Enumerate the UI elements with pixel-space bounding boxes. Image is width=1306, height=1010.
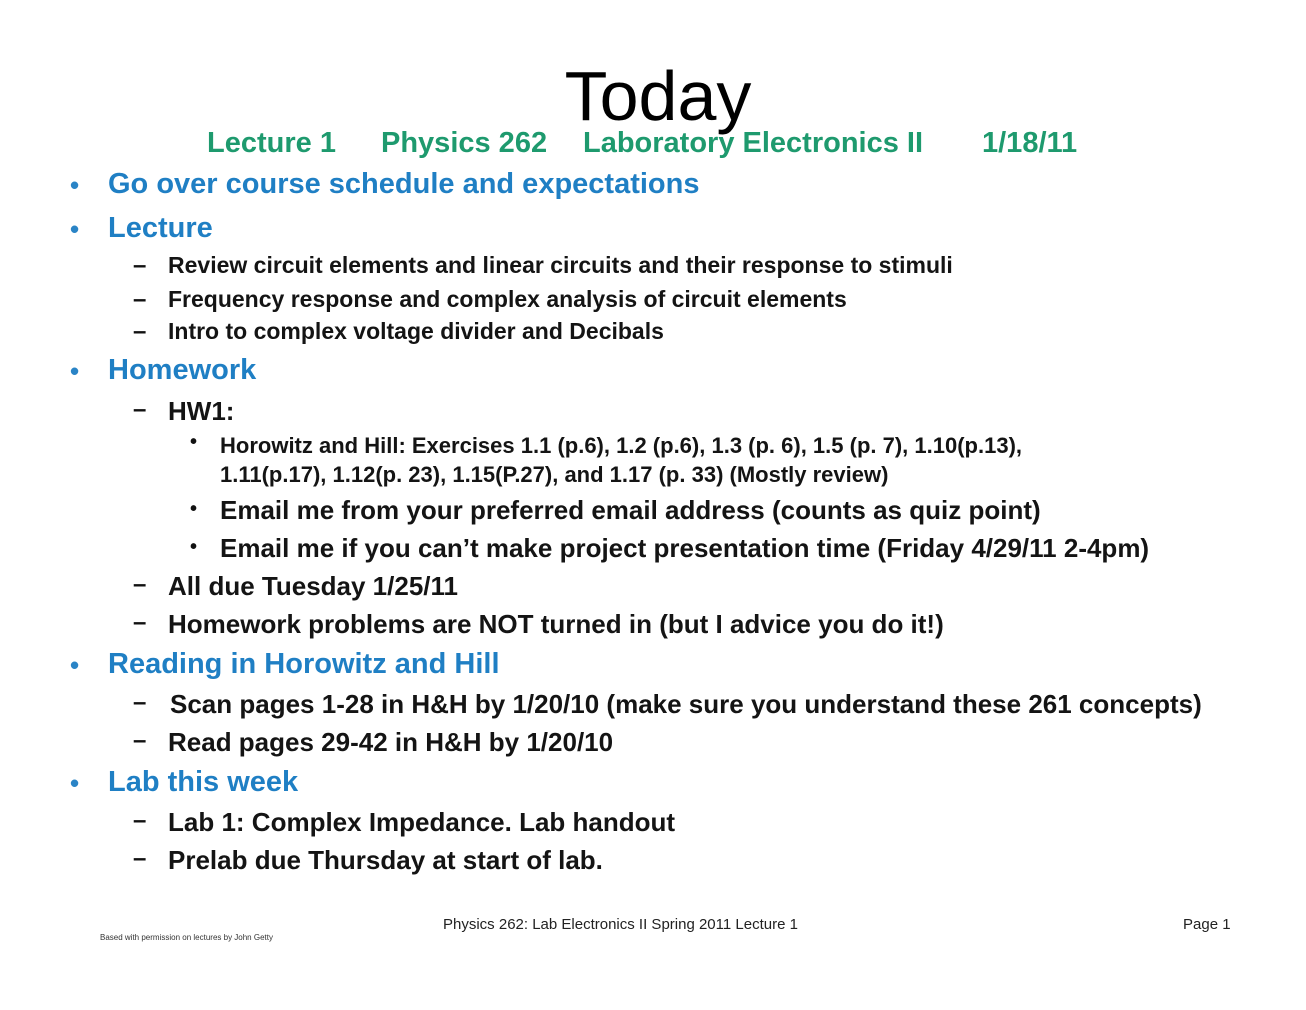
dash-icon: – <box>133 727 147 754</box>
bullet-icon: • <box>190 536 198 558</box>
dash-icon: – <box>133 318 147 345</box>
list-item-text: Lab 1: Complex Impedance. Lab handout <box>168 807 676 837</box>
bullet-icon: • <box>190 498 198 520</box>
list-item-text: All due Tuesday 1/25/11 <box>168 571 458 601</box>
list-item-text: HW1: <box>168 396 235 426</box>
dash-icon: – <box>133 286 147 313</box>
bullet-icon: • <box>70 214 80 244</box>
list-item-text: Prelab due Thursday at start of lab. <box>168 845 603 875</box>
dash-icon: – <box>133 689 147 716</box>
list-item-text: Read pages 29-42 in H&H by 1/20/10 <box>168 727 614 757</box>
sub-list-item-text: 1.11(p.17), 1.12(p. 23), 1.15(P.27), and 1.17 (p. 33) (Mostly review) <box>220 462 889 487</box>
bullet-icon: • <box>70 650 80 680</box>
sub-list-item-text: Horowitz and Hill: Exercises 1.1 (p.6), 1.2 (p.6), 1.3 (p. 6), 1.5 (p. 7), 1.10(p.13), <box>220 433 1023 458</box>
bullet-icon: • <box>190 431 198 453</box>
list-item-text: Scan pages 1-28 in H&H by 1/20/10 (make sure you understand these 261 concepts) <box>170 689 1202 719</box>
subtitle-course: Physics 262 <box>381 127 548 159</box>
section-heading: Lab this week <box>108 766 299 798</box>
footer-page-number: Page 1 <box>1183 916 1231 933</box>
list-item-text: Frequency response and complex analysis of circuit elements <box>168 286 847 312</box>
footer-credit: Based with permission on lectures by John Getty <box>100 933 273 942</box>
section-heading: Homework <box>108 354 257 386</box>
sub-list-item-text: Email me from your preferred email address (counts as quiz point) <box>220 495 1041 525</box>
bullet-icon: • <box>70 356 80 386</box>
slide-title: Today <box>564 57 752 135</box>
section-heading: Lecture <box>108 212 213 244</box>
subtitle-course-name: Laboratory Electronics II <box>583 127 924 159</box>
subtitle-lecture: Lecture 1 <box>207 127 336 159</box>
subtitle-date: 1/18/11 <box>982 127 1078 159</box>
bullet-icon: • <box>70 768 80 798</box>
dash-icon: – <box>133 571 147 598</box>
list-item-text: Intro to complex voltage divider and Decibals <box>168 318 664 344</box>
dash-icon: – <box>133 609 147 636</box>
footer-course-info: Physics 262: Lab Electronics II Spring 2011 Lecture 1 <box>443 916 798 933</box>
dash-icon: – <box>133 396 147 423</box>
section-heading: Reading in Horowitz and Hill <box>108 648 500 680</box>
list-item-text: Homework problems are NOT turned in (but I advice you do it!) <box>168 609 944 639</box>
section-heading: Go over course schedule and expectations <box>108 168 700 200</box>
sub-list-item-text: Email me if you can’t make project presentation time (Friday 4/29/11 2-4pm) <box>220 533 1150 563</box>
dash-icon: – <box>133 807 147 834</box>
dash-icon: – <box>133 252 147 279</box>
list-item-text: Review circuit elements and linear circuits and their response to stimuli <box>168 252 953 278</box>
dash-icon: – <box>133 845 147 872</box>
bullet-icon: • <box>70 170 80 200</box>
